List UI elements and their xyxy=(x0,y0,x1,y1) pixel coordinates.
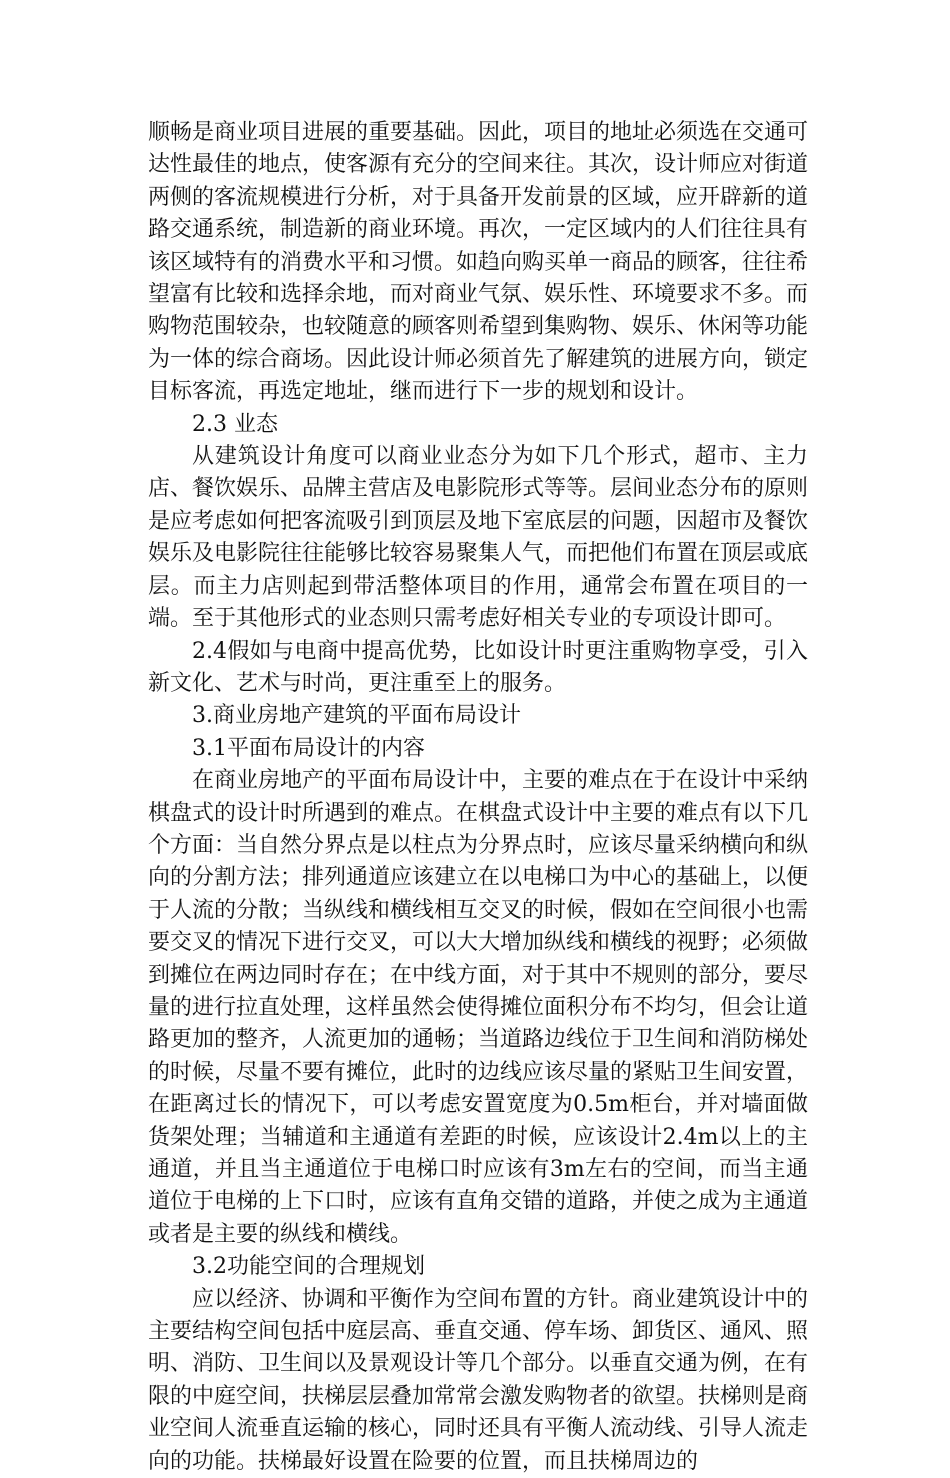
heading-3-plan-layout: 3.商业房地产建筑的平面布局设计 xyxy=(192,703,521,729)
body-text xyxy=(148,117,808,1478)
paragraph-business-format: 从建筑设计角度可以商业业态分为如下几个形式，超市、主力店、餐饮娱乐、品牌主营店及电影院形式等等。层间业态分布的原则是应考虑如何把客流吸引到顶层及地下室底层的问题，因超市及餐饮娱乐及电影院往往能够比较容易聚集人气，而把他们布置在顶层或底层。而主力店则起到带活整体项目的作用，通常会布置在项目的一端。至于其他形式的业态则只需考虑好相关专业的专项设计即可。 xyxy=(148,444,809,632)
paragraph-2-4-ecommerce: 2.4假如与电商中提高优势，比如设计时更注重购物享受，引入新文化、艺术与时尚，更注重至上的服务。 xyxy=(148,638,808,696)
heading-2-3-business-format: 2.3 业态 xyxy=(192,411,278,437)
heading-3-1-layout-content: 3.1平面布局设计的内容 xyxy=(192,735,425,761)
paragraph-site-selection: 顺畅是商业项目进展的重要基础。因此，项目的地址必须选在交通可达性最佳的地点，使客源有充分的空间来往。其次，设计师应对街道两侧的客流规模进行分析，对于具备开发前景的区域，应开辟新的道路交通系统，制造新的商业环境。再次，一定区域内的人们往往具有该区域特有的消费水平和习惯。如趋向购买单一商品的顾客，往往希望富有比较和选择余地，而对商业气氛、娱乐性、环境要求不多。而购物范围较杂，也较随意的顾客则希望到集购物、娱乐、休闲等功能为一体的综合商场。因此设计师必须首先了解建筑的进展方向，锁定目标客流，再选定地址，继而进行下一步的规划和设计。 xyxy=(148,120,809,405)
paragraph-space-planning: 应以经济、协调和平衡作为空间布置的方针。商业建筑设计中的主要结构空间包括中庭层高、垂直交通、停车场、卸货区、通风、照明、消防、卫生间以及景观设计等几个部分。以垂直交通为例，在有限的中庭空间，扶梯层层叠加常常会激发购物者的欲望。扶梯则是商业空间人流垂直运输的核心，同时还具有平衡人流动线、引导人流走向的功能。扶梯最好设置在险要的位置，而且扶梯周边的 xyxy=(148,1286,809,1474)
paragraph-layout-content: 在商业房地产的平面布局设计中，主要的难点在于在设计中采纳棋盘式的设计时所遇到的难点。在棋盘式设计中主要的难点有以下几个方面：当自然分界点是以柱点为分界点时，应该尽量采纳横向和纵向的分割方法；排列通道应该建立在以电梯口为中心的基础上，以便于人流的分散；当纵线和横线相互交叉的时候，假如在空间很小也需要交叉的情况下进行交叉，可以大大增加纵线和横线的视野；必须做到摊位在两边同时存在；在中线方面，对于其中不规则的部分，要尽量的进行拉直处理，这样虽然会使得摊位面积分布不均匀，但会让道路更加的整齐，人流更加的通畅；当道路边线位于卫生间和消防梯处的时候，尽量不要有摊位，此时的边线应该尽量的紧贴卫生间安置，在距离过长的情况下，可以考虑安置宽度为0.5m柜台，并对墙面做货架处理；当辅道和主通道有差距的时候，应该设计2.4m以上的主通道，并且当主通道位于电梯口时应该有3m左右的空间，而当主通道位于电梯的上下口时，应该有直角交错的道路，并使之成为主通道或者是主要的纵线和横线。 xyxy=(148,768,809,1247)
heading-3-2-space-planning: 3.2功能空间的合理规划 xyxy=(192,1254,425,1280)
